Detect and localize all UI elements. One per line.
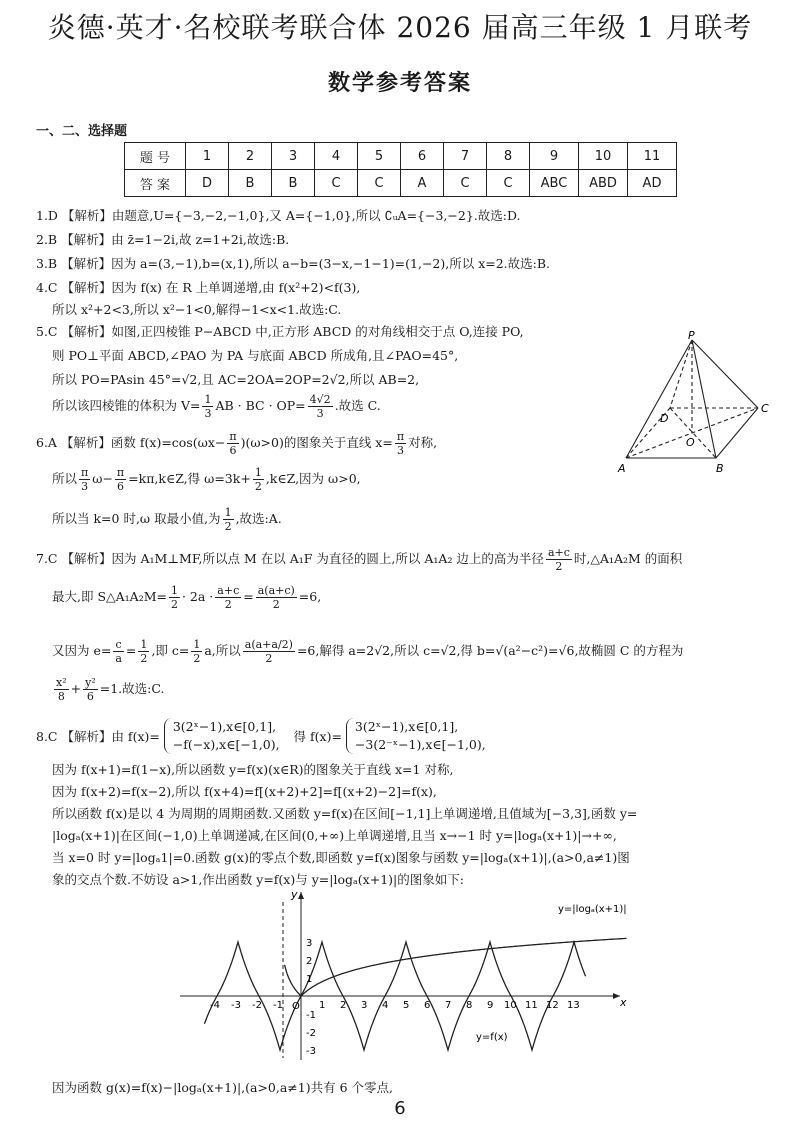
x-tick-label: 13 bbox=[567, 1000, 580, 1011]
text-run: ,即 c= bbox=[151, 643, 190, 658]
denominator: 6 bbox=[229, 444, 237, 457]
page-number: 6 bbox=[394, 1098, 406, 1119]
text-run: · 2a · bbox=[181, 589, 214, 604]
numerator: π bbox=[396, 430, 405, 443]
case-line: 3(2ˣ−1),x∈[0,1], bbox=[354, 719, 459, 734]
x-tick-label: 7 bbox=[445, 1000, 452, 1011]
numerator: c bbox=[113, 638, 124, 652]
numerator: 1 bbox=[193, 638, 201, 651]
table-cell: ABD bbox=[579, 170, 628, 197]
text-run: 所以当 k=0 时,ω 取最小值,为 bbox=[52, 511, 221, 526]
x-tick-label: 12 bbox=[546, 1000, 559, 1011]
y-tick-label: -2 bbox=[306, 1028, 316, 1039]
origin-label: O bbox=[292, 1001, 300, 1012]
text-run: 对称, bbox=[408, 435, 438, 450]
denominator: a bbox=[115, 652, 122, 665]
y-tick-label: 3 bbox=[306, 938, 313, 949]
x-axis-arrow bbox=[613, 993, 620, 999]
text-run: =1.故选:C. bbox=[99, 681, 165, 696]
text-run: 所以 bbox=[52, 471, 78, 486]
solution-q4-cont: 所以 x²+2<3,所以 x²−1<0,解得−1<x<1.故选:C. bbox=[52, 302, 342, 317]
numerator: a(a+a/2) bbox=[244, 638, 293, 651]
table-cell: C bbox=[444, 170, 487, 197]
text-run: 7.C 【解析】因为 A₁M⊥MF,所以点 M 在以 A₁F 为直径的圆上,所以 A₁A₂ 边上的高为半径 bbox=[36, 551, 544, 566]
table-cell: 5 bbox=[358, 143, 401, 170]
table-row bbox=[125, 170, 677, 197]
text-run: 得 f(x)= bbox=[293, 729, 342, 744]
solution-q5-volume bbox=[52, 393, 381, 420]
solution-q2: 2.B 【解析】由 z̄=1−2i,故 z=1+2i,故选:B. bbox=[36, 232, 290, 247]
solution-q7-cont bbox=[52, 638, 683, 665]
x-tick-label: 9 bbox=[487, 1000, 494, 1011]
fraction bbox=[115, 466, 126, 493]
x-tick-label: 1 bbox=[319, 1000, 326, 1011]
numerator: 4√2 bbox=[309, 393, 331, 406]
fraction bbox=[83, 676, 98, 703]
fraction bbox=[395, 430, 406, 457]
fraction bbox=[223, 506, 234, 533]
denominator: 8 bbox=[57, 690, 65, 703]
solution-q3: 3.B 【解析】因为 a=(3,−1),b=(x,1),所以 a−b=(3−x,−1−1)=(1,−2),所以 x=2.故选:B. bbox=[36, 256, 551, 271]
solution-q6-cont bbox=[52, 466, 361, 493]
solution-q8-cont: 当 x=0 时 y=|logₐ1|=0.函数 g(x)的零点个数,即函数 y=f(x)图象与函数 y=|logₐ(x+1)|,(a>0,a≠1)图 bbox=[52, 850, 630, 865]
numerator: a+c bbox=[547, 546, 570, 559]
text-run: 最大,即 S△A₁A₂M= bbox=[52, 589, 167, 604]
table-cell: 3 bbox=[272, 143, 315, 170]
table-cell: 10 bbox=[579, 143, 628, 170]
table-cell: 6 bbox=[401, 143, 444, 170]
table-cell: C bbox=[358, 170, 401, 197]
fraction bbox=[191, 638, 202, 665]
text-run: 时,△A₁A₂M 的面积 bbox=[573, 551, 683, 566]
text-run: ,故选:A. bbox=[235, 511, 282, 526]
curve-label-f: y=f(x) bbox=[476, 1032, 508, 1043]
ellipse-equation: $\frac{\text{x²}}{8}$ + $\frac{\text{y²}}{6}$ =1.故选:C. bbox=[56, 676, 165, 703]
fraction bbox=[253, 466, 264, 493]
table-cell: C bbox=[315, 170, 358, 197]
solution-q8-cont: 象的交点个数.不妨设 a>1,作出函数 y=f(x)与 y=|logₐ(x+1)|的图象如下: bbox=[52, 872, 464, 887]
denominator: 2 bbox=[254, 480, 262, 493]
x-tick-label: -4 bbox=[210, 1000, 220, 1011]
table-cell: ABC bbox=[530, 170, 579, 197]
denominator: 3 bbox=[204, 407, 212, 420]
denominator: 3 bbox=[396, 444, 404, 457]
text-run: ω− bbox=[92, 471, 113, 486]
solution-q7 bbox=[36, 546, 682, 573]
x-tick-label: -2 bbox=[252, 1000, 262, 1011]
denominator: 2 bbox=[140, 652, 148, 665]
text-run: AB · BC · OP= bbox=[215, 398, 306, 413]
table-cell: 1 bbox=[186, 143, 229, 170]
table-cell: 9 bbox=[530, 143, 579, 170]
text-run: ,k∈Z,因为 ω>0, bbox=[265, 471, 361, 486]
solution-q6 bbox=[36, 430, 437, 457]
denominator: 2 bbox=[224, 520, 232, 533]
denominator: 2 bbox=[170, 598, 178, 611]
table-cell: D bbox=[186, 170, 229, 197]
x-tick-label: 4 bbox=[382, 1000, 389, 1011]
x-tick-label: 10 bbox=[504, 1000, 517, 1011]
solution-q8-cont: |logₐ(x+1)|在区间(−1,0)上单调递减,在区间(0,+∞)上单调递增,且当 x→−1 时 y=|logₐ(x+1)|→+∞, bbox=[52, 828, 617, 843]
numerator: y² bbox=[85, 676, 96, 689]
fraction bbox=[215, 584, 241, 611]
solution-q8-cont: 因为 f(x+1)=f(1−x),所以函数 y=f(x)(x∈R)的图象关于直线 x=1 对称, bbox=[52, 762, 454, 777]
section-heading: 一、二、选择题 bbox=[36, 124, 128, 139]
x-tick-label: 5 bbox=[403, 1000, 410, 1011]
numerator: a+c bbox=[217, 584, 240, 597]
text-run: .故选 C. bbox=[334, 398, 381, 413]
x-tick-label: -3 bbox=[231, 1000, 241, 1011]
text-run: 所以该四棱锥的体积为 V= bbox=[52, 398, 201, 413]
fraction bbox=[227, 430, 238, 457]
y-tick-label: -1 bbox=[306, 1010, 316, 1021]
table-cell: AD bbox=[628, 170, 677, 197]
y-tick-label: 1 bbox=[306, 974, 313, 985]
table-cell: B bbox=[229, 170, 272, 197]
fraction bbox=[169, 584, 180, 611]
fraction bbox=[138, 638, 149, 665]
numerator: π bbox=[81, 466, 89, 479]
solution-q1: 1.D 【解析】由题意,U={−3,−2,−1,0},又 A={−1,0},所以 ∁ᵤA={−3,−2}.故选:D. bbox=[36, 208, 521, 223]
curve-label-log: y=|logₐ(x+1)| bbox=[558, 904, 627, 915]
y-tick-label: 2 bbox=[306, 956, 313, 967]
case-line: −3(2⁻ˣ−1),x∈[−1,0), bbox=[354, 737, 486, 752]
y-axis-label: y bbox=[291, 888, 298, 901]
text-run: )(ω>0)的图象关于直线 x= bbox=[240, 435, 393, 450]
denominator: 2 bbox=[272, 598, 280, 611]
text-run: 又因为 e= bbox=[52, 643, 112, 658]
function-graph bbox=[170, 888, 640, 1064]
table-cell: A bbox=[401, 170, 444, 197]
piecewise-brace bbox=[346, 718, 486, 754]
x-tick-label: -1 bbox=[273, 1000, 283, 1011]
solution-q5-cont: 则 PO⊥平面 ABCD,∠PAO 为 PA 与底面 ABCD 所成角,且∠PAO=45°, bbox=[52, 348, 459, 363]
numerator: 1 bbox=[224, 506, 232, 519]
vertex-label: C bbox=[761, 402, 769, 415]
numerator: 1 bbox=[140, 638, 148, 651]
text-run: 6.A 【解析】函数 f(x)=cos(ωx− bbox=[36, 435, 226, 450]
solution-q8-cont: 因为 f(x+2)=f(x−2),所以 f(x+4)=f[(x+2)+2]=f[(x+2)−2]=f(x), bbox=[52, 784, 437, 799]
numerator: 1 bbox=[254, 466, 262, 479]
table-cell: 11 bbox=[628, 143, 677, 170]
x-tick-label: 3 bbox=[361, 1000, 368, 1011]
table-cell: 2 bbox=[229, 143, 272, 170]
answer-table bbox=[124, 142, 677, 197]
x-axis-label: x bbox=[620, 996, 627, 1009]
fraction bbox=[546, 546, 572, 573]
solution-q7-cont bbox=[52, 584, 321, 611]
x-tick-label: 8 bbox=[466, 1000, 473, 1011]
fraction bbox=[256, 584, 297, 611]
solution-q8 bbox=[36, 718, 486, 754]
fraction bbox=[79, 466, 90, 493]
denominator: 2 bbox=[265, 652, 273, 665]
y-tick-label: -3 bbox=[306, 1046, 316, 1057]
text-run: a,所以 bbox=[204, 643, 241, 658]
case-line: −f(−x),x∈[−1,0), bbox=[172, 737, 280, 752]
numerator: a(a+c) bbox=[257, 584, 295, 597]
numerator: π bbox=[229, 430, 237, 443]
denominator: 2 bbox=[555, 560, 563, 573]
row-label: 题 号 bbox=[125, 143, 186, 170]
row-label: 答 案 bbox=[125, 170, 186, 197]
fraction bbox=[113, 638, 124, 665]
table-cell: B bbox=[272, 170, 315, 197]
vertex-label: B bbox=[716, 462, 724, 475]
solution-q5-cont: 所以 PO=PAsin 45°=√2,且 AC=2OA=2OP=2√2,所以 AB=2, bbox=[52, 372, 420, 387]
solution-q5: 5.C 【解析】如图,正四棱锥 P−ABCD 中,正方形 ABCD 的对角线相交于点 O,连接 PO, bbox=[36, 324, 524, 339]
solution-q8-cont: 因为函数 g(x)=f(x)−|logₐ(x+1)|,(a>0,a≠1)共有 6 个零点, bbox=[52, 1080, 393, 1095]
fraction bbox=[54, 676, 69, 703]
table-cell: 7 bbox=[444, 143, 487, 170]
fraction bbox=[202, 393, 213, 420]
denominator: 6 bbox=[117, 480, 125, 493]
numerator: 1 bbox=[204, 393, 212, 406]
page-title: 数学参考答案 bbox=[327, 71, 472, 96]
denominator: 6 bbox=[86, 690, 94, 703]
numerator: 1 bbox=[170, 584, 178, 597]
x-tick-label: 6 bbox=[424, 1000, 431, 1011]
table-cell: 8 bbox=[487, 143, 530, 170]
text-run: = bbox=[243, 589, 254, 604]
text-run: =kπ,k∈Z,得 ω=3k+ bbox=[128, 471, 251, 486]
fraction bbox=[243, 638, 295, 665]
denominator: 2 bbox=[193, 652, 201, 665]
table-row bbox=[125, 143, 677, 170]
vertex-label: O bbox=[686, 436, 695, 449]
denominator: 2 bbox=[224, 598, 232, 611]
x-tick-label: 11 bbox=[525, 1000, 538, 1011]
denominator: 3 bbox=[316, 407, 324, 420]
case-line: 3(2ˣ−1),x∈[0,1], bbox=[172, 719, 277, 734]
piecewise-brace bbox=[164, 718, 280, 754]
vertex-label: P bbox=[688, 330, 695, 342]
x-tick-label: 2 bbox=[340, 1000, 347, 1011]
table-cell: 4 bbox=[315, 143, 358, 170]
vertex-label: A bbox=[618, 462, 626, 475]
numerator: x² bbox=[56, 676, 67, 689]
table-cell: C bbox=[487, 170, 530, 197]
text-run: = bbox=[125, 643, 137, 658]
y-axis-arrow bbox=[298, 892, 304, 899]
numerator: π bbox=[116, 466, 125, 479]
solution-q8-cont: 所以函数 f(x)是以 4 为周期的周期函数.又函数 y=f(x)在区间[−1,1]上单调递增,且值域为[−3,3],函数 y= bbox=[52, 806, 638, 821]
pyramid-figure bbox=[612, 330, 777, 478]
solution-q4: 4.C 【解析】因为 f(x) 在 R 上单调递增,由 f(x²+2)<f(3), bbox=[36, 280, 361, 295]
solution-q6-cont bbox=[52, 506, 282, 533]
text-run: =6, bbox=[298, 589, 322, 604]
vertex-label: D bbox=[660, 412, 669, 425]
denominator: 3 bbox=[81, 480, 89, 493]
fraction bbox=[308, 393, 333, 420]
text-run: 8.C 【解析】由 f(x)= bbox=[36, 729, 160, 744]
text-run: =6,解得 a=2√2,所以 c=√2,得 b=√(a²−c²)=√6,故椭圆 C 的方程为 bbox=[296, 643, 684, 658]
exam-header: 炎德·英才·名校联考联合体 2026 届高三年级 1 月联考 bbox=[47, 11, 753, 44]
